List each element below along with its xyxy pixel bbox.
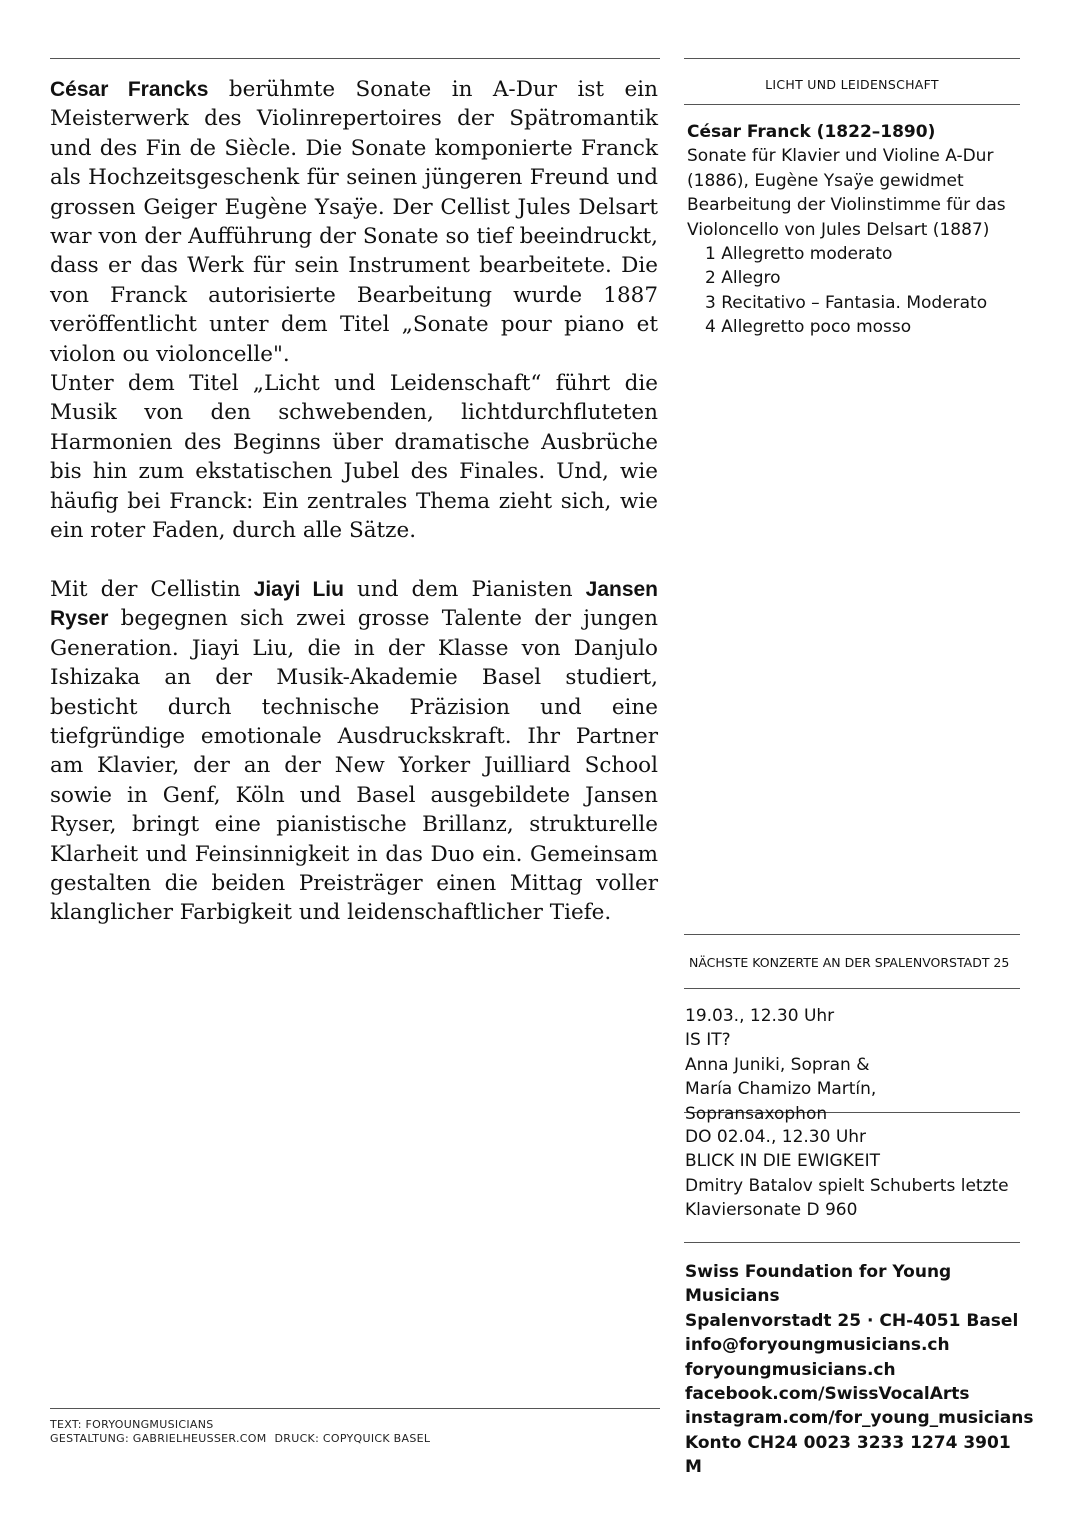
composer-name: César Francks <box>50 78 209 101</box>
program-heading: LICHT UND LEIDENSCHAFT <box>765 77 939 92</box>
website: foryoungmusicians.ch <box>685 1359 896 1380</box>
bank-account: Konto CH24 0023 3233 1274 3901 M <box>685 1432 1011 1478</box>
program-line: Bearbeitung der Violinstimme für das <box>687 195 1006 216</box>
contact-top-rule <box>684 1242 1020 1243</box>
program-details <box>687 120 1017 340</box>
event-2-date: DO 02.04., 12.30 Uhr <box>685 1127 867 1147</box>
next-concerts-top-rule <box>684 934 1020 935</box>
event-1-date: 19.03., 12.30 Uhr <box>685 1006 835 1026</box>
movement-item: 2 Allegro <box>705 268 781 289</box>
article-paragraph-2: Unter dem Titel „Licht und Leidenschaft“ führt die Musik von den schwebenden, lichtdurchfluteten Harmonien des Beginns über dramatische Ausbrüche bis hin zum ekstatischen Jubel des Finales. Und, wie häufig bei Franck: Ein zentrales Thema zieht sich, wie ein roter Faden, durch alle Sätze. <box>50 371 658 544</box>
event-1-performer: María Chamizo Martín, Sopransaxophon <box>685 1079 877 1124</box>
organization-name: Swiss Foundation for Young Musicians <box>685 1262 952 1307</box>
program-heading-rule <box>684 104 1020 105</box>
article-paragraph-3: Mit der Cellistin Jiayi Liu und dem Pianisten Jansen Ryser begegnen sich zwei grosse Talente der jungen Generation. Jiayi Liu, die in der Klasse von Danjulo Ishizaka an der Musik-Akademie Basel studiert, besticht durch technische Präzision und eine tiefgründige emotionale Ausdruckskraft. Ihr Partner am Klavier, der an der New Yorker Juilliard School sowie in Genf, Köln und Basel ausgebildete Jansen Ryser, bringt eine pianistische Brillanz, strukturelle Klarheit und Feinsinnigkeit in das Duo ein. Gemeinsam gestalten die beiden Preisträger einen Mittag voller klanglicher Farbigkeit und leidenschaftlicher Tiefe. <box>50 576 659 926</box>
event-1-performer: Anna Juniki, Sopran & <box>685 1054 870 1075</box>
event-1 <box>685 1004 1020 1126</box>
pianist-name: Jansen Ryser <box>50 577 659 631</box>
article-body <box>50 75 658 928</box>
address: Spalenvorstadt 25 · CH-4051 Basel <box>685 1310 1019 1331</box>
movement-item: 3 Recitativo – Fantasia. Moderato <box>705 292 988 313</box>
credits-line-2 <box>50 1432 430 1446</box>
event-2 <box>685 1125 1020 1223</box>
contact-block <box>685 1260 1034 1480</box>
next-concerts-heading-rule <box>684 988 1020 989</box>
next-concerts-heading: NÄCHSTE KONZERTE AN DER SPALENVORSTADT 25 <box>689 955 1010 970</box>
instagram: instagram.com/for_young_musicians <box>685 1408 1034 1429</box>
credits <box>50 1418 430 1445</box>
paragraph-1-text: berühmte Sonate in A-Dur ist ein Meisterwerk des Violinrepertoires der Spätromantik und des Fin de Siècle. Die Sonate komponierte Franck als Hochzeitsgeschenk für seinen jüngeren Freund und grossen Geiger Eugène Ysaÿe. Der Cellist Jules Delsart war von der Aufführung der Sonate so tief beeindruckt, dass er das Werk für sein Instrument bearbeitete. Die von Franck autorisierte Bearbeitung wurde 1887 veröffentlicht unter dem Titel „Sonate pour piano et violon ou violoncelle". <box>50 77 658 367</box>
article-paragraph-1 <box>50 75 658 369</box>
credits-text: TEXT: FORYOUNGMUSICIANS <box>50 1418 214 1431</box>
program-line: Sonate für Klavier und Violine A-Dur <box>687 146 994 167</box>
program-line: (1886), Eugène Ysaÿe gewidmet <box>687 170 964 191</box>
cellist-name: Jiayi Liu <box>253 577 344 601</box>
credits-print: DRUCK: COPYQUICK BASEL <box>274 1431 431 1445</box>
top-rule-left <box>50 58 660 59</box>
email: info@foryoungmusicians.ch <box>685 1335 950 1356</box>
credits-design: GESTALTUNG: GABRIELHEUSSER.COM <box>50 1431 267 1445</box>
movement-item: 4 Allegretto poco mosso <box>705 317 912 338</box>
program-line: Violoncello von Jules Delsart (1887) <box>687 219 990 240</box>
movement-item: 1 Allegretto moderato <box>705 244 893 265</box>
event-2-description: Dmitry Batalov spielt Schuberts letzte <box>685 1175 1009 1196</box>
program-composer: César Franck (1822–1890) <box>687 122 936 142</box>
top-rule-right <box>684 58 1020 59</box>
event-2-title: BLICK IN DIE EWIGKEIT <box>685 1151 880 1172</box>
event-2-description: Klaviersonate D 960 <box>685 1200 858 1221</box>
facebook: facebook.com/SwissVocalArts <box>685 1384 970 1405</box>
event-1-title: IS IT? <box>685 1030 731 1051</box>
credits-rule <box>50 1408 660 1409</box>
